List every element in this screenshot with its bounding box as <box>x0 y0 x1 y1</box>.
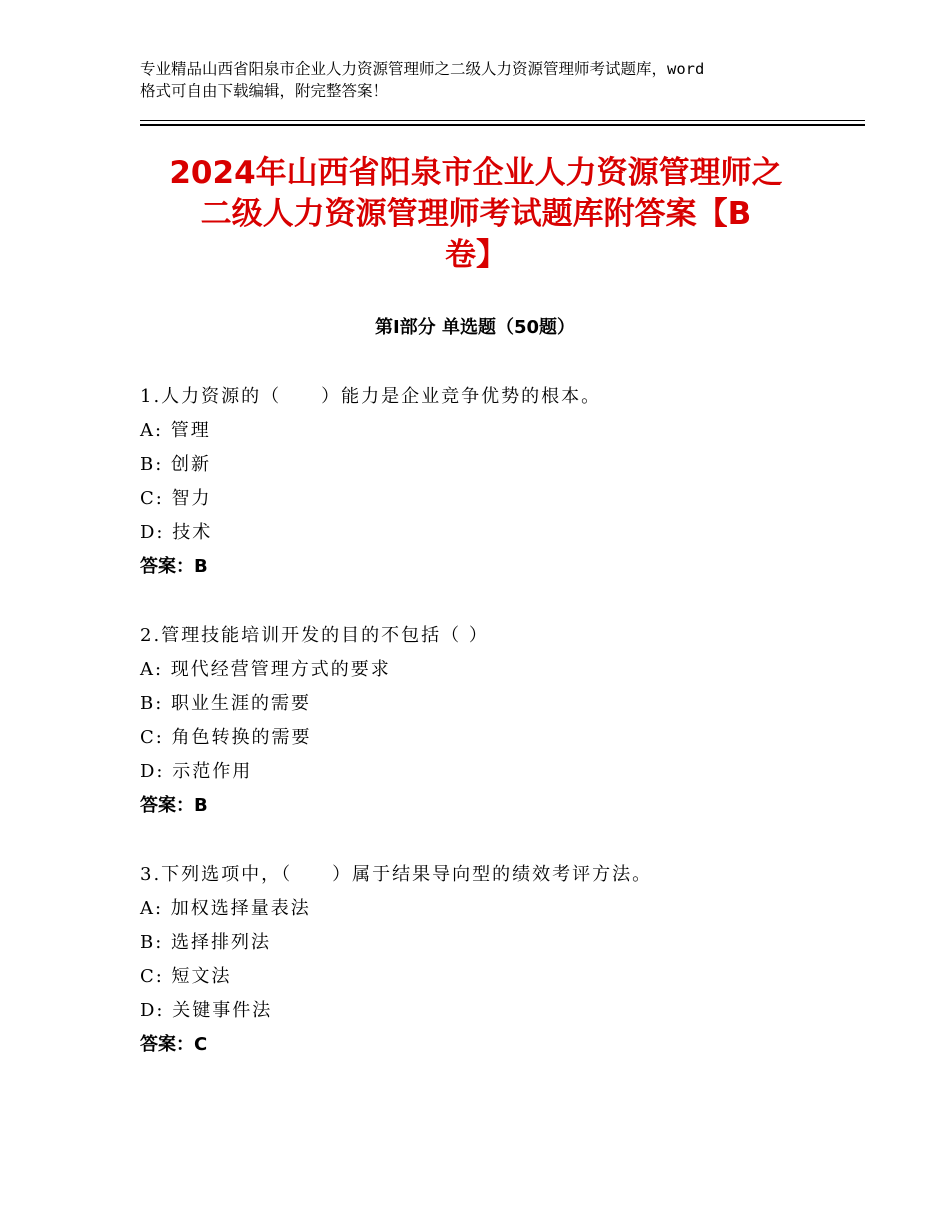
question-1 <box>140 380 860 584</box>
question-stem: 1.人力资源的（ ）能力是企业竞争优势的根本。 <box>140 386 602 407</box>
option-a: A: 管理 <box>140 420 211 441</box>
answer: 答案：B <box>140 556 208 577</box>
section-title: 第Ⅰ部分 单选题（50题） <box>374 317 575 338</box>
option-d: D: 示范作用 <box>140 761 253 782</box>
question-3 <box>140 858 860 1062</box>
option-d: D: 关键事件法 <box>140 1000 273 1021</box>
option-a: A: 加权选择量表法 <box>140 898 311 919</box>
header-note-line2: 格式可自由下载编辑，附完整答案！ <box>140 82 389 100</box>
option-d: D: 技术 <box>140 522 213 543</box>
option-a: A: 现代经营管理方式的要求 <box>140 659 391 680</box>
option-c: C: 短文法 <box>140 966 232 987</box>
option-c: C: 角色转换的需要 <box>140 727 312 748</box>
document-title-line3: 卷】 <box>445 237 507 273</box>
document-title-line1: 2024年山西省阳泉市企业人力资源管理师之 <box>169 155 783 191</box>
option-b: B: 选择排列法 <box>140 932 272 953</box>
document-title-line2: 二级人力资源管理师考试题库附答案【B <box>200 196 752 232</box>
answer: 答案：C <box>140 1034 208 1055</box>
option-c: C: 智力 <box>140 488 212 509</box>
header-divider-thin <box>140 120 865 121</box>
header-note-line1: 专业精品山西省阳泉市企业人力资源管理师之二级人力资源管理师考试题库，word <box>140 60 705 78</box>
question-2 <box>140 619 860 823</box>
header-note <box>140 58 830 102</box>
answer: 答案：B <box>140 795 208 816</box>
header-divider-thick <box>140 124 865 126</box>
question-stem: 3.下列选项中，（ ）属于结果导向型的绩效考评方法。 <box>140 864 653 885</box>
option-b: B: 职业生涯的需要 <box>140 693 312 714</box>
option-b: B: 创新 <box>140 454 212 475</box>
document-title <box>120 153 832 276</box>
question-stem: 2.管理技能培训开发的目的不包括（ ） <box>140 625 489 646</box>
